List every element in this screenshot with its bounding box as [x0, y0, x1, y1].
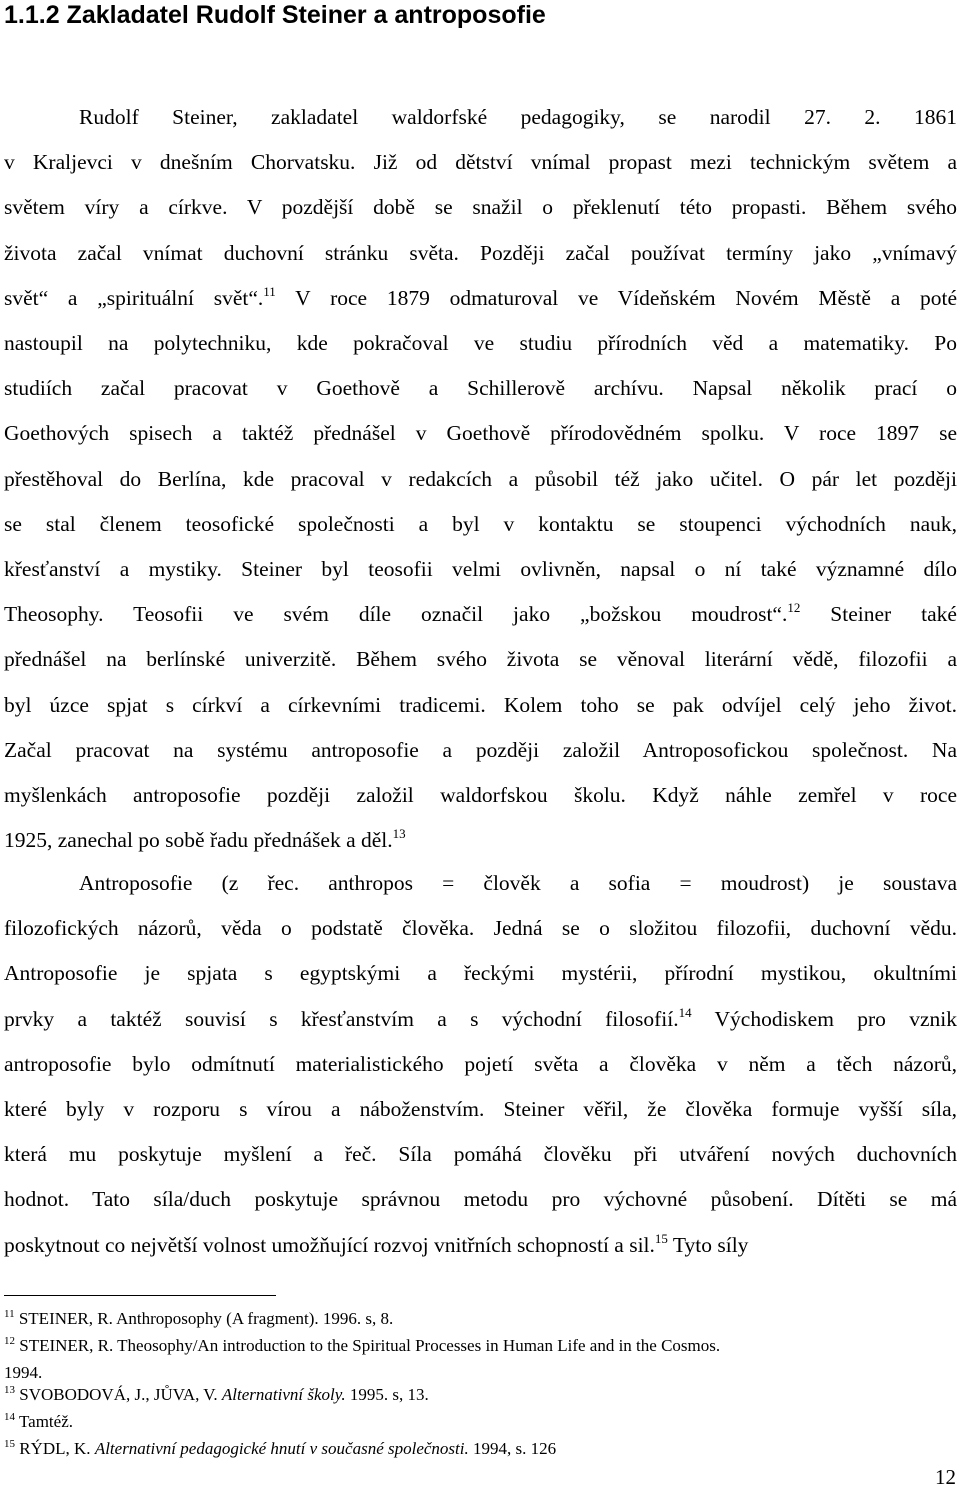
line-text: Antroposofie je spjata s egyptskými a řeckými mystérii, přírodní mystikou, okultními — [4, 961, 957, 986]
line-text: hodnot. Tato síla/duch poskytuje správnou metodu pro výchovné působení. Dítěti se má — [4, 1187, 957, 1212]
line-text: myšlenkách antroposofie později založil waldorfskou školu. Když náhle zemřel v roce — [4, 783, 957, 807]
text-line — [4, 1094, 957, 1124]
text-line — [4, 1139, 957, 1169]
line-text: křesťanství a mystiky. Steiner byl teosofii velmi ovlivněn, napsal o ní také významné dílo — [4, 557, 957, 581]
footnote-reference[interactable]: 11 — [263, 283, 276, 299]
footnote-number: 15 — [4, 1438, 15, 1450]
text-line — [4, 328, 957, 358]
footnote-text: STEINER, R. Anthroposophy (A fragment). 1996. s, 8. — [18, 1309, 394, 1328]
line-text: Východiskem pro vznik — [691, 1006, 957, 1031]
line-text: Rudolf Steiner, zakladatel waldorfské pedagogiky, se narodil 27. 2. 1861 — [79, 105, 957, 129]
text-line — [4, 554, 957, 584]
footnote — [4, 1384, 429, 1406]
text-line — [4, 464, 957, 494]
text-line — [4, 418, 957, 448]
line-text: Theosophy. Teosofii ve svém díle označil jako „božskou moudrost“. — [4, 602, 788, 627]
footnote-reference[interactable]: 15 — [654, 1230, 668, 1246]
footnote — [4, 1308, 393, 1330]
footnote-number: 14 — [4, 1411, 15, 1423]
line-text: se stal členem teosofické společnosti a byl v kontaktu se stoupenci východních nauk, — [4, 511, 957, 536]
line-text: Goethových spisech a taktéž přednášel v Goethově přírodovědném spolku. V roce 1897 se — [4, 421, 957, 446]
line-text: přednášel na berlínské univerzitě. Během svého života se věnoval literární vědě, filozofii a — [4, 647, 957, 672]
footnote-suffix: 1994, s. 126 — [468, 1439, 557, 1458]
footnote-text: RÝDL, K. — [19, 1439, 95, 1458]
footnote-number: 13 — [4, 1384, 15, 1396]
footnote-text: STEINER, R. Theosophy/An introduction to the Spiritual Processes in Human Life and in the Cosmos. — [19, 1336, 721, 1355]
footnote-reference[interactable]: 12 — [787, 600, 801, 616]
footnote-title: Alternativní školy. — [221, 1385, 346, 1404]
line-text: která mu poskytuje myšlení a řeč. Síla pomáhá člověku při utváření nových duchovních — [4, 1142, 957, 1167]
text-line — [4, 913, 957, 943]
page-number: 12 — [935, 1465, 956, 1489]
line-text: v Kraljevci v dnešním Chorvatsku. Již od dětství vnímal propast mezi technickým světem a — [4, 150, 957, 175]
text-line — [4, 509, 957, 539]
footnote-separator — [4, 1295, 276, 1296]
text-line — [4, 644, 957, 674]
text-line — [4, 735, 957, 765]
footnote-text: Tamtéž. — [18, 1412, 73, 1431]
line-text: Steiner také — [800, 602, 957, 627]
line-text: V roce 1879 odmaturoval ve Vídeňském Novém Městě a poté — [275, 285, 958, 310]
footnote-title: Alternativní pedagogické hnutí v současné společnosti. — [94, 1439, 469, 1458]
line-text: Antroposofie (z řec. anthropos = člověk a sofia = moudrost) je soustava — [79, 871, 957, 895]
text-line — [4, 1184, 957, 1214]
text-line — [4, 1049, 957, 1079]
line-text: světem víry a církve. V pozdější době se snažil o překlenutí této propasti. Během svého — [4, 195, 957, 220]
line-text: života začal vnímat duchovní stránku světa. Později začal používat termíny jako „vnímavý — [4, 240, 957, 265]
footnote-number: 12 — [4, 1335, 15, 1347]
text-line — [4, 373, 957, 403]
footnote-reference[interactable]: 13 — [392, 826, 406, 842]
text-line — [4, 1230, 957, 1260]
line-text: které byly v rozporu s vírou a náboženstvím. Steiner věřil, že člověka formuje vyšší síla, — [4, 1097, 957, 1121]
line-text: byl úzce spjat s církví a církevními tradicemi. Kolem toho se pak odvíjel celý jeho život. — [4, 692, 957, 717]
text-line — [4, 825, 957, 855]
footnote — [4, 1438, 556, 1460]
line-text: poskytnout co největší volnost umožňující rozvoj vnitřních schopností a sil. — [4, 1232, 655, 1257]
text-line — [4, 147, 957, 177]
line-text: antroposofie bylo odmítnutí materialistického pojetí světa a člověka v něm a těch názorů, — [4, 1051, 957, 1076]
footnote-continuation: 1994. — [4, 1363, 43, 1382]
line-text: přestěhoval do Berlína, kde pracoval v redakcích a působil též jako učitel. O pár let později — [4, 466, 957, 491]
footnote-suffix: 1995. s, 13. — [345, 1385, 429, 1404]
text-line — [4, 102, 957, 132]
footnote-text: SVOBODOVÁ, J., JŮVA, V. — [19, 1385, 222, 1404]
section-heading: 1.1.2 Zakladatel Rudolf Steiner a antroposofie — [4, 1, 546, 29]
footnote-number: 11 — [4, 1308, 15, 1320]
text-line — [4, 780, 957, 810]
line-text: 1925, zanechal po sobě řadu přednášek a děl. — [4, 828, 393, 853]
text-line — [4, 599, 957, 629]
line-text: Tyto síly — [667, 1232, 749, 1257]
text-line — [4, 958, 957, 988]
line-text: studiích začal pracovat v Goethově a Schillerově archívu. Napsal několik prací o — [4, 376, 957, 401]
line-text: svět“ a „spirituální svět“. — [4, 285, 264, 310]
text-line — [4, 238, 957, 268]
text-line — [4, 1004, 957, 1034]
text-line — [4, 283, 957, 313]
line-text: prvky a taktéž souvisí s křesťanstvím a s východní filosofií. — [4, 1006, 679, 1031]
line-text: Začal pracovat na systému antroposofie a později založil Antroposofickou společnost. Na — [4, 737, 957, 762]
line-text: filozofických názorů, věda o podstatě člověka. Jedná se o složitou filozofii, duchovní vědu. — [4, 916, 957, 941]
footnote-reference[interactable]: 14 — [678, 1004, 692, 1020]
footnote — [4, 1411, 73, 1433]
text-line — [4, 868, 957, 898]
text-line — [4, 192, 957, 222]
line-text: nastoupil na polytechniku, kde pokračoval ve studiu přírodních věd a matematiky. Po — [4, 331, 957, 355]
footnote — [4, 1335, 720, 1357]
text-line — [4, 690, 957, 720]
